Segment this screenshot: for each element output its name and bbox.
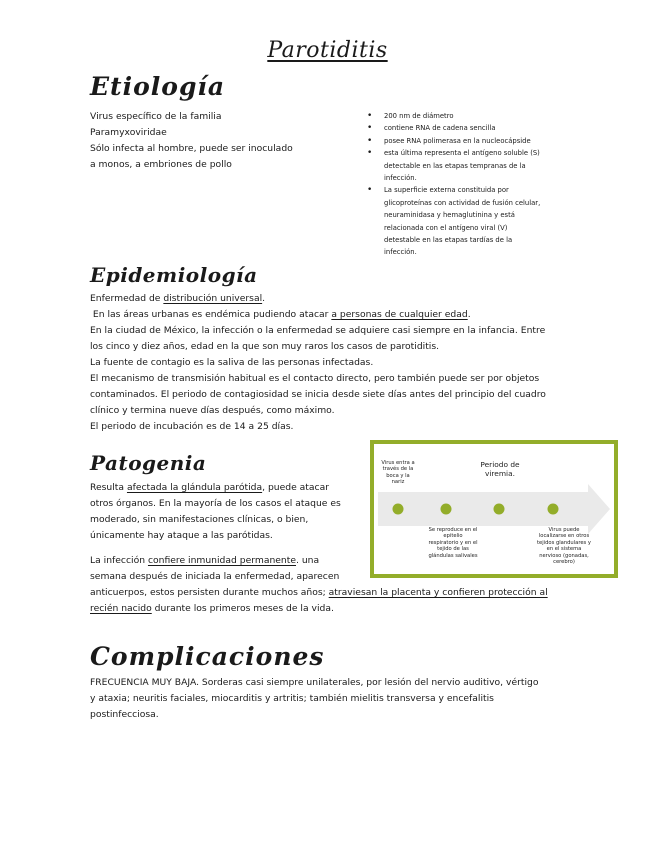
text-line xyxy=(90,585,548,601)
underlined-text: distribución universal xyxy=(163,293,263,304)
text-span: . una xyxy=(296,555,320,566)
text-span: durante los primeros meses de la vida. xyxy=(151,603,334,614)
text-span: , puede atacar xyxy=(262,482,329,493)
patogenia-heading: Patogenia xyxy=(90,451,207,475)
text-line: clínico y termina nueve días después, como máximo. xyxy=(90,405,335,416)
viremia-diagram xyxy=(370,440,618,578)
bullet-dot-icon: • xyxy=(367,148,373,159)
text-line: únicamente hay ataque a las parótidas. xyxy=(90,530,273,541)
diagram-label-entry: Virus entra a través de la boca y la nariz xyxy=(381,460,415,486)
bullet-line: infección. xyxy=(384,174,417,183)
bullet-line: neuraminidasa y hemaglutinina y está xyxy=(384,211,515,220)
underlined-text: recién nacido xyxy=(90,603,152,614)
underlined-text: confiere inmunidad permanente xyxy=(147,555,297,566)
bullet-line: glicoproteínas con actividad de fusión celular, xyxy=(384,198,541,207)
diagram-label-replication: Se reproduce en el epitelio respiratorio y en el tejido de las glándulas salivales xyxy=(428,527,478,559)
etiologia-bullet-list xyxy=(367,110,584,259)
text-line: Sólo infecta al hombre, puede ser inoculado xyxy=(90,143,293,154)
bullet-line: infección. xyxy=(384,248,417,257)
bullet-dot-icon: • xyxy=(367,111,373,121)
text-line: El mecanismo de transmisión habitual es el contacto directo, pero también puede ser por objetos xyxy=(90,373,540,384)
text-span: anticuerpos, estos persisten durante muchos años; xyxy=(90,587,329,598)
bullet-line: posee RNA polimerasa en la nucleocápside xyxy=(384,136,531,145)
bullet-line: detestable en las etapas tardías de la xyxy=(384,236,513,245)
text-line: FRECUENCIA MUY BAJA. Sorderas casi siempre unilaterales, por lesión del nervio auditivo, vértigo xyxy=(90,677,539,688)
complicaciones-text xyxy=(90,675,538,723)
text-line xyxy=(90,601,548,617)
text-span: Enfermedad de xyxy=(90,293,164,304)
text-span: En las áreas urbanas es endémica pudiendo atacar xyxy=(90,309,332,320)
bullet-line: contiene RNA de cadena sencilla xyxy=(384,124,496,133)
bullet-item xyxy=(367,147,584,184)
page-title: Parotiditis xyxy=(267,38,388,63)
text-line: Virus específico de la familia xyxy=(90,111,222,122)
text-line: En la ciudad de México, la infección o la enfermedad se adquiere casi siempre en la infancia. Entre xyxy=(90,325,546,336)
etiologia-text xyxy=(90,109,293,173)
bullet-item xyxy=(367,110,584,122)
text-line: los cinco y diez años, edad en la que son muy raros los casos de parotiditis. xyxy=(90,341,440,352)
bullet-line: detectable en las etapas tempranas de la xyxy=(384,161,526,170)
etiologia-heading: Etiología xyxy=(90,72,226,101)
text-span: Resulta xyxy=(90,482,127,493)
bullet-line: 200 nm de diámetro xyxy=(384,112,454,120)
text-span: La infección xyxy=(90,555,148,566)
bullet-line: esta última representa el antígeno soluble (S) xyxy=(384,149,540,158)
text-line xyxy=(90,307,546,323)
text-line: moderado, sin manifestaciones clínicas, o bien, xyxy=(90,514,309,525)
text-span: . xyxy=(262,293,266,304)
text-line: contaminados. El periodo de contagiosidad se inicia desde siete días antes del principio del cuadro xyxy=(90,389,546,400)
text-line: otros órganos. En la mayoría de los casos el ataque es xyxy=(90,498,341,509)
text-line: semana después de iniciada la enfermedad, aparecen xyxy=(90,571,340,582)
text-line: Paramyxoviridae xyxy=(90,127,167,138)
timeline-dot xyxy=(393,504,404,515)
bullet-dot-icon: • xyxy=(367,135,373,146)
text-line: La fuente de contagio es la saliva de las personas infectadas. xyxy=(90,357,374,368)
timeline-dot xyxy=(548,504,559,515)
timeline-dot xyxy=(441,504,452,515)
underlined-text: atraviesan la placenta y confieren protección al xyxy=(328,587,548,598)
bullet-dot-icon: • xyxy=(367,123,373,134)
complicaciones-heading: Complicaciones xyxy=(90,642,325,671)
text-line: postinfecciosa. xyxy=(90,709,159,720)
bullet-item xyxy=(367,184,584,258)
bullet-dot-icon: • xyxy=(367,185,373,196)
bullet-line: La superficie externa constituida por xyxy=(384,186,509,195)
bullet-line: relacionada con el antígeno viral (V) xyxy=(384,223,508,232)
bullet-item xyxy=(367,135,584,147)
text-span: . xyxy=(467,309,471,320)
epidemiologia-text xyxy=(90,291,546,435)
diagram-label-spread: Virus puede localizarse en otros tejidos glandulares y en el sistema nervioso (gonadas, cerebro) xyxy=(537,527,591,566)
timeline-dot xyxy=(494,504,505,515)
text-line xyxy=(90,291,546,307)
underlined-text: afectada la glándula parótida xyxy=(126,482,263,493)
bullet-item xyxy=(367,122,584,134)
text-line: El periodo de incubación es de 14 a 25 días. xyxy=(90,421,294,432)
diagram-label-viremia: Periodo de viremia. xyxy=(480,460,520,478)
epidemiologia-heading: Epidemiología xyxy=(90,263,258,287)
underlined-text: a personas de cualquier edad xyxy=(331,309,468,320)
text-line: y ataxia; neuritis faciales, miocarditis y artritis; también mielitis transversa y encefalitis xyxy=(90,693,494,704)
text-line: a monos, a embriones de pollo xyxy=(90,159,232,170)
